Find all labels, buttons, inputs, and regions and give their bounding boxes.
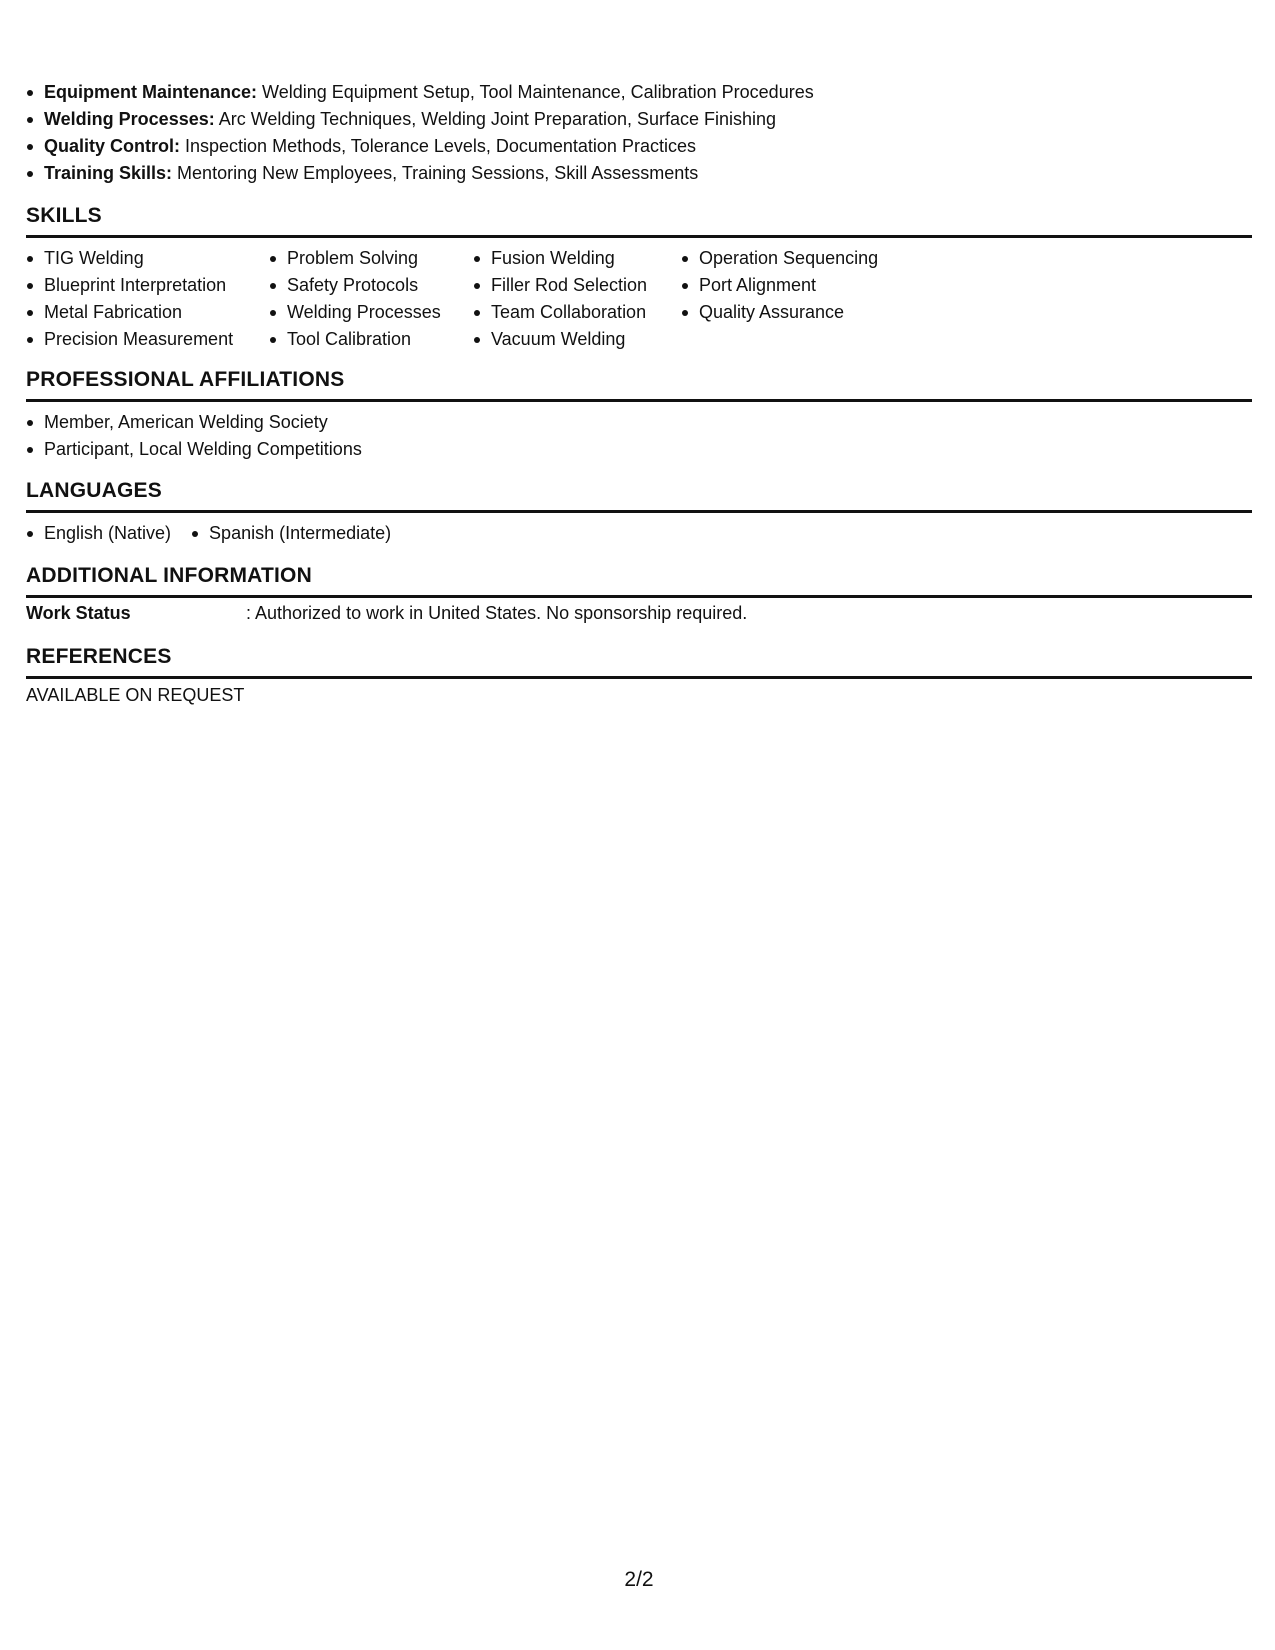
list-item: Tool Calibration: [269, 326, 441, 353]
list-item: Fusion Welding: [473, 245, 647, 272]
list-item: [26, 160, 814, 187]
expertise-label: Equipment Maintenance:: [44, 82, 258, 102]
expertise-text: Mentoring New Employees, Training Sessions, Skill Assessments: [177, 163, 699, 183]
list-item: Spanish (Intermediate): [191, 520, 391, 547]
languages-list: [26, 520, 391, 547]
references-heading: REFERENCES: [26, 645, 172, 668]
skills-column-2: [269, 245, 441, 353]
languages-heading: LANGUAGES: [26, 479, 162, 502]
list-item: English (Native): [26, 520, 171, 547]
list-item: Blueprint Interpretation: [26, 272, 233, 299]
skills-column-3: [473, 245, 647, 353]
affiliations-heading: PROFESSIONAL AFFILIATIONS: [26, 368, 345, 391]
skills-column-1: [26, 245, 233, 353]
expertise-label: Quality Control:: [44, 136, 180, 156]
references-text: AVAILABLE ON REQUEST: [26, 685, 245, 705]
list-item: Operation Sequencing: [681, 245, 878, 272]
expertise-label: Welding Processes:: [44, 109, 215, 129]
section-divider: [26, 399, 1252, 402]
list-item: Team Collaboration: [473, 299, 647, 326]
list-item: [26, 133, 814, 160]
additional-info-heading: ADDITIONAL INFORMATION: [26, 564, 312, 587]
affiliations-list: [26, 409, 362, 463]
list-item: Problem Solving: [269, 245, 441, 272]
expertise-list: [26, 79, 814, 187]
list-item: Vacuum Welding: [473, 326, 647, 353]
list-item: Filler Rod Selection: [473, 272, 647, 299]
section-divider: [26, 510, 1252, 513]
list-item: Member, American Welding Society: [26, 409, 362, 436]
expertise-text: Inspection Methods, Tolerance Levels, Documentation Practices: [185, 136, 696, 156]
list-item: Welding Processes: [269, 299, 441, 326]
expertise-text: Welding Equipment Setup, Tool Maintenance, Calibration Procedures: [262, 82, 814, 102]
page-number: 2/2: [624, 1568, 654, 1591]
work-status-value: : Authorized to work in United States. No sponsorship required.: [246, 603, 748, 623]
expertise-label: Training Skills:: [44, 163, 173, 183]
section-divider: [26, 595, 1252, 598]
list-item: Quality Assurance: [681, 299, 878, 326]
skills-heading: SKILLS: [26, 204, 102, 227]
list-item: Safety Protocols: [269, 272, 441, 299]
list-item: Participant, Local Welding Competitions: [26, 436, 362, 463]
expertise-text: Arc Welding Techniques, Welding Joint Preparation, Surface Finishing: [218, 109, 777, 129]
section-divider: [26, 676, 1252, 679]
list-item: Metal Fabrication: [26, 299, 233, 326]
list-item: [26, 79, 814, 106]
section-divider: [26, 235, 1252, 238]
list-item: Port Alignment: [681, 272, 878, 299]
work-status-label: Work Status: [26, 603, 131, 623]
list-item: Precision Measurement: [26, 326, 233, 353]
skills-column-4: [681, 245, 878, 326]
list-item: TIG Welding: [26, 245, 233, 272]
list-item: [26, 106, 814, 133]
resume-page: [26, 0, 1252, 1650]
